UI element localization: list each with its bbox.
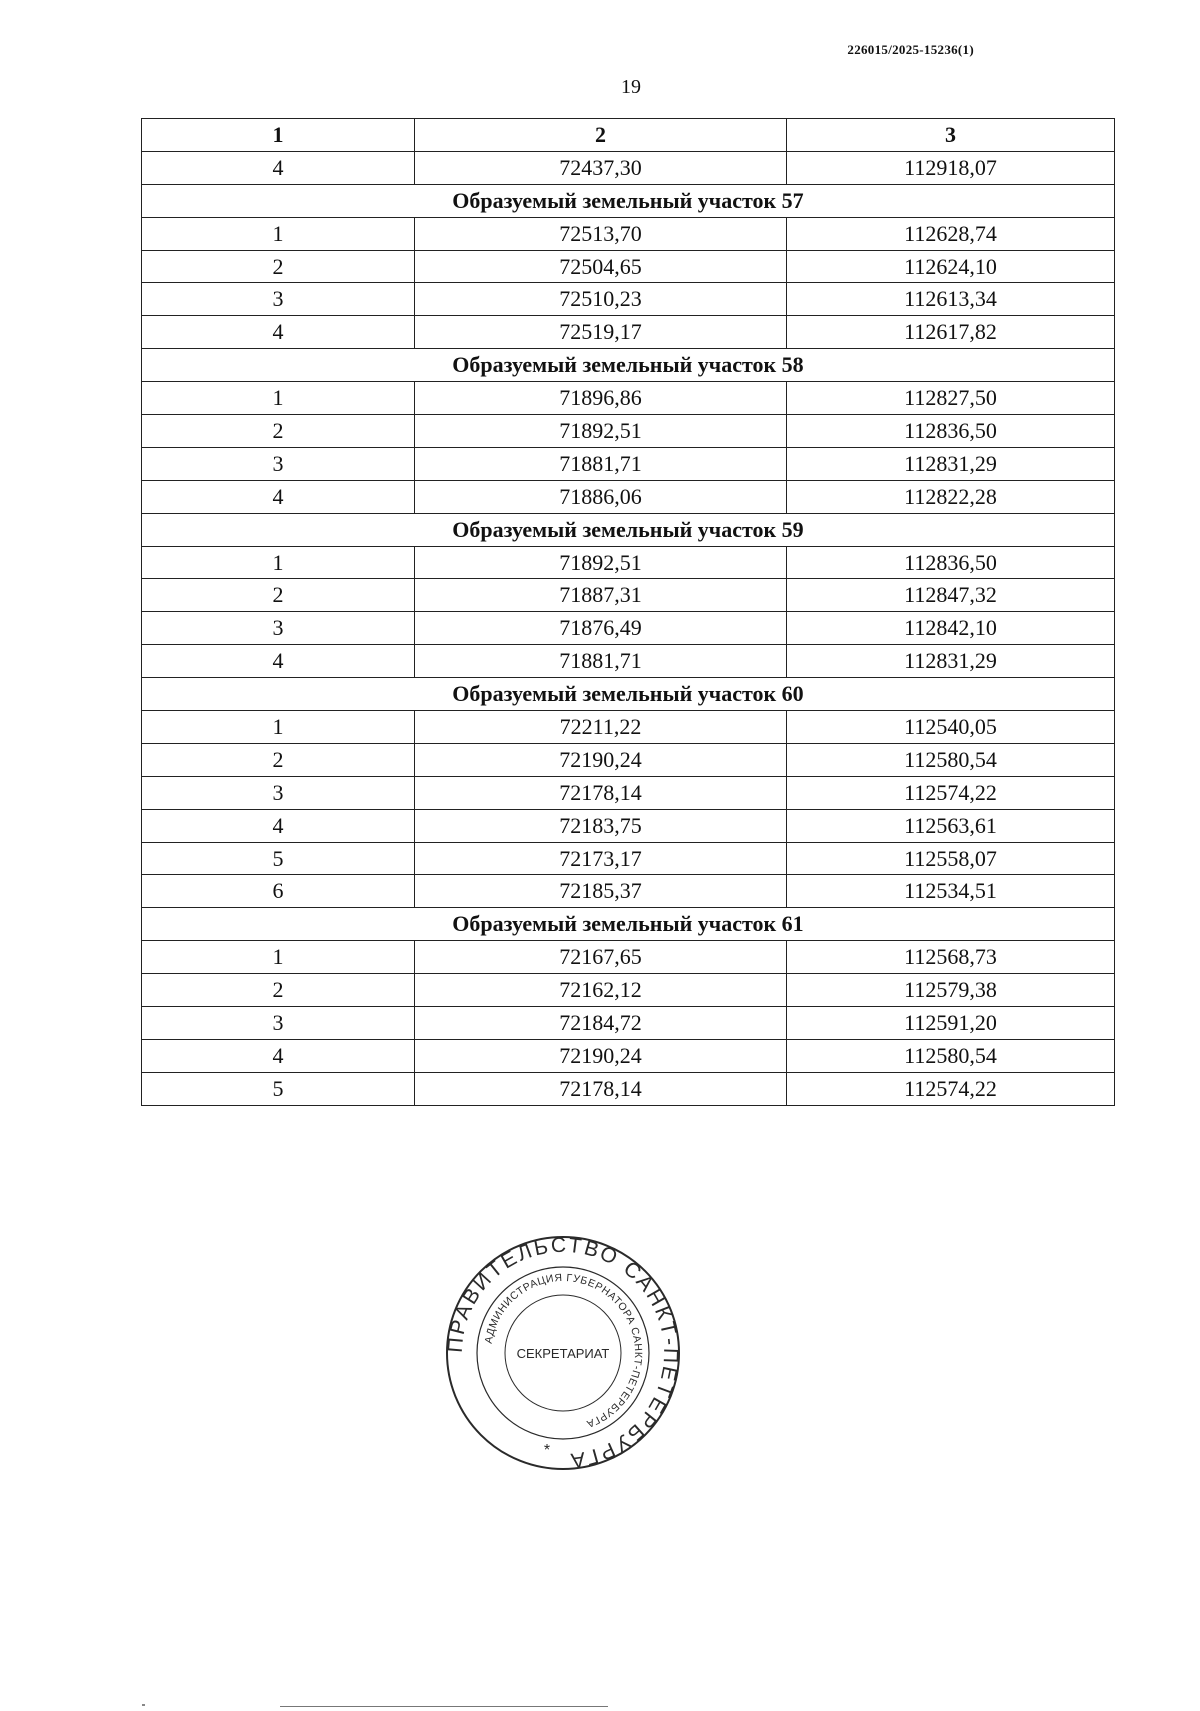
x-coordinate-cell: 72178,14 [415,1072,787,1105]
x-coordinate-cell: 72211,22 [415,711,787,744]
x-coordinate-cell: 72510,23 [415,283,787,316]
point-number-cell: 4 [142,151,415,184]
point-number-cell: 3 [142,1007,415,1040]
y-coordinate-cell: 112628,74 [787,217,1115,250]
x-coordinate-cell: 71887,31 [415,579,787,612]
table-row [142,711,1115,744]
y-coordinate-cell: 112574,22 [787,776,1115,809]
x-coordinate-cell: 72185,37 [415,875,787,908]
table-row [142,875,1115,908]
point-number-cell: 2 [142,250,415,283]
section-header-row [142,678,1115,711]
table-row [142,974,1115,1007]
x-coordinate-cell: 72167,65 [415,941,787,974]
point-number-cell: 5 [142,842,415,875]
column-header: 1 [142,119,415,152]
y-coordinate-cell: 112822,28 [787,480,1115,513]
x-coordinate-cell: 72178,14 [415,776,787,809]
footer-rule [280,1706,608,1707]
table-row [142,645,1115,678]
table-row [142,612,1115,645]
y-coordinate-cell: 112580,54 [787,1039,1115,1072]
stamp-inner-text: АДМИНИСТРАЦИЯ ГУБЕРНАТОРА САНКТ-ПЕТЕРБУРГА [482,1271,645,1430]
coordinates-table [141,118,1115,1106]
x-coordinate-cell: 71881,71 [415,447,787,480]
point-number-cell: 4 [142,809,415,842]
y-coordinate-cell: 112617,82 [787,316,1115,349]
table-row [142,1007,1115,1040]
y-coordinate-cell: 112574,22 [787,1072,1115,1105]
table-row [142,809,1115,842]
point-number-cell: 3 [142,612,415,645]
section-header-row [142,908,1115,941]
y-coordinate-cell: 112613,34 [787,283,1115,316]
table-row [142,1039,1115,1072]
document-number: 226015/2025-15236(1) [847,42,974,57]
section-title: Образуемый земельный участок 61 [142,908,1115,941]
y-coordinate-cell: 112836,50 [787,546,1115,579]
y-coordinate-cell: 112831,29 [787,645,1115,678]
y-coordinate-cell: 112842,10 [787,612,1115,645]
point-number-cell: 3 [142,447,415,480]
point-number-cell: 1 [142,711,415,744]
point-number-cell: 4 [142,316,415,349]
point-number-cell: 4 [142,480,415,513]
table-body [142,151,1115,1105]
table-row [142,316,1115,349]
table-row [142,743,1115,776]
section-title: Образуемый земельный участок 57 [142,184,1115,217]
table-row [142,217,1115,250]
stamp-star-icon: * [543,1442,551,1459]
table-row [142,250,1115,283]
column-header: 3 [787,119,1115,152]
y-coordinate-cell: 112591,20 [787,1007,1115,1040]
section-header-row [142,513,1115,546]
y-coordinate-cell: 112540,05 [787,711,1115,744]
x-coordinate-cell: 72183,75 [415,809,787,842]
x-coordinate-cell: 71881,71 [415,645,787,678]
point-number-cell: 4 [142,1039,415,1072]
x-coordinate-cell: 72504,65 [415,250,787,283]
table-row [142,480,1115,513]
x-coordinate-cell: 72513,70 [415,217,787,250]
y-coordinate-cell: 112558,07 [787,842,1115,875]
x-coordinate-cell: 71876,49 [415,612,787,645]
table-row [142,546,1115,579]
x-coordinate-cell: 71892,51 [415,546,787,579]
y-coordinate-cell: 112847,32 [787,579,1115,612]
point-number-cell: 5 [142,1072,415,1105]
y-coordinate-cell: 112579,38 [787,974,1115,1007]
section-title: Образуемый земельный участок 60 [142,678,1115,711]
y-coordinate-cell: 112534,51 [787,875,1115,908]
point-number-cell: 1 [142,941,415,974]
y-coordinate-cell: 112563,61 [787,809,1115,842]
stamp-center-text: СЕКРЕТАРИАТ [516,1346,610,1361]
point-number-cell: 2 [142,579,415,612]
x-coordinate-cell: 72437,30 [415,151,787,184]
y-coordinate-cell: 112624,10 [787,250,1115,283]
table-row [142,382,1115,415]
point-number-cell: 2 [142,974,415,1007]
table-header-row [142,119,1115,152]
point-number-cell: 3 [142,283,415,316]
x-coordinate-cell: 72190,24 [415,1039,787,1072]
table-row [142,151,1115,184]
y-coordinate-cell: 112568,73 [787,941,1115,974]
x-coordinate-cell: 72162,12 [415,974,787,1007]
point-number-cell: 1 [142,546,415,579]
stamp-outer-text: ПРАВИТЕЛЬСТВО САНКТ-ПЕТЕРБУРГА [443,1233,683,1473]
x-coordinate-cell: 72173,17 [415,842,787,875]
section-title: Образуемый земельный участок 58 [142,349,1115,382]
y-coordinate-cell: 112580,54 [787,743,1115,776]
footer-mark [142,1704,145,1706]
table-row [142,447,1115,480]
point-number-cell: 1 [142,382,415,415]
y-coordinate-cell: 112918,07 [787,151,1115,184]
page-number: 19 [621,76,641,98]
x-coordinate-cell: 72519,17 [415,316,787,349]
y-coordinate-cell: 112836,50 [787,415,1115,448]
point-number-cell: 1 [142,217,415,250]
table-row [142,1072,1115,1105]
table-row [142,941,1115,974]
x-coordinate-cell: 72190,24 [415,743,787,776]
table-row [142,415,1115,448]
point-number-cell: 6 [142,875,415,908]
column-header: 2 [415,119,787,152]
x-coordinate-cell: 71896,86 [415,382,787,415]
table-row [142,283,1115,316]
point-number-cell: 2 [142,743,415,776]
x-coordinate-cell: 72184,72 [415,1007,787,1040]
y-coordinate-cell: 112831,29 [787,447,1115,480]
section-title: Образуемый земельный участок 59 [142,513,1115,546]
official-seal-stamp [443,1233,683,1473]
point-number-cell: 4 [142,645,415,678]
section-header-row [142,349,1115,382]
point-number-cell: 2 [142,415,415,448]
x-coordinate-cell: 71886,06 [415,480,787,513]
table-row [142,776,1115,809]
section-header-row [142,184,1115,217]
table-row [142,579,1115,612]
x-coordinate-cell: 71892,51 [415,415,787,448]
table-row [142,842,1115,875]
point-number-cell: 3 [142,776,415,809]
y-coordinate-cell: 112827,50 [787,382,1115,415]
